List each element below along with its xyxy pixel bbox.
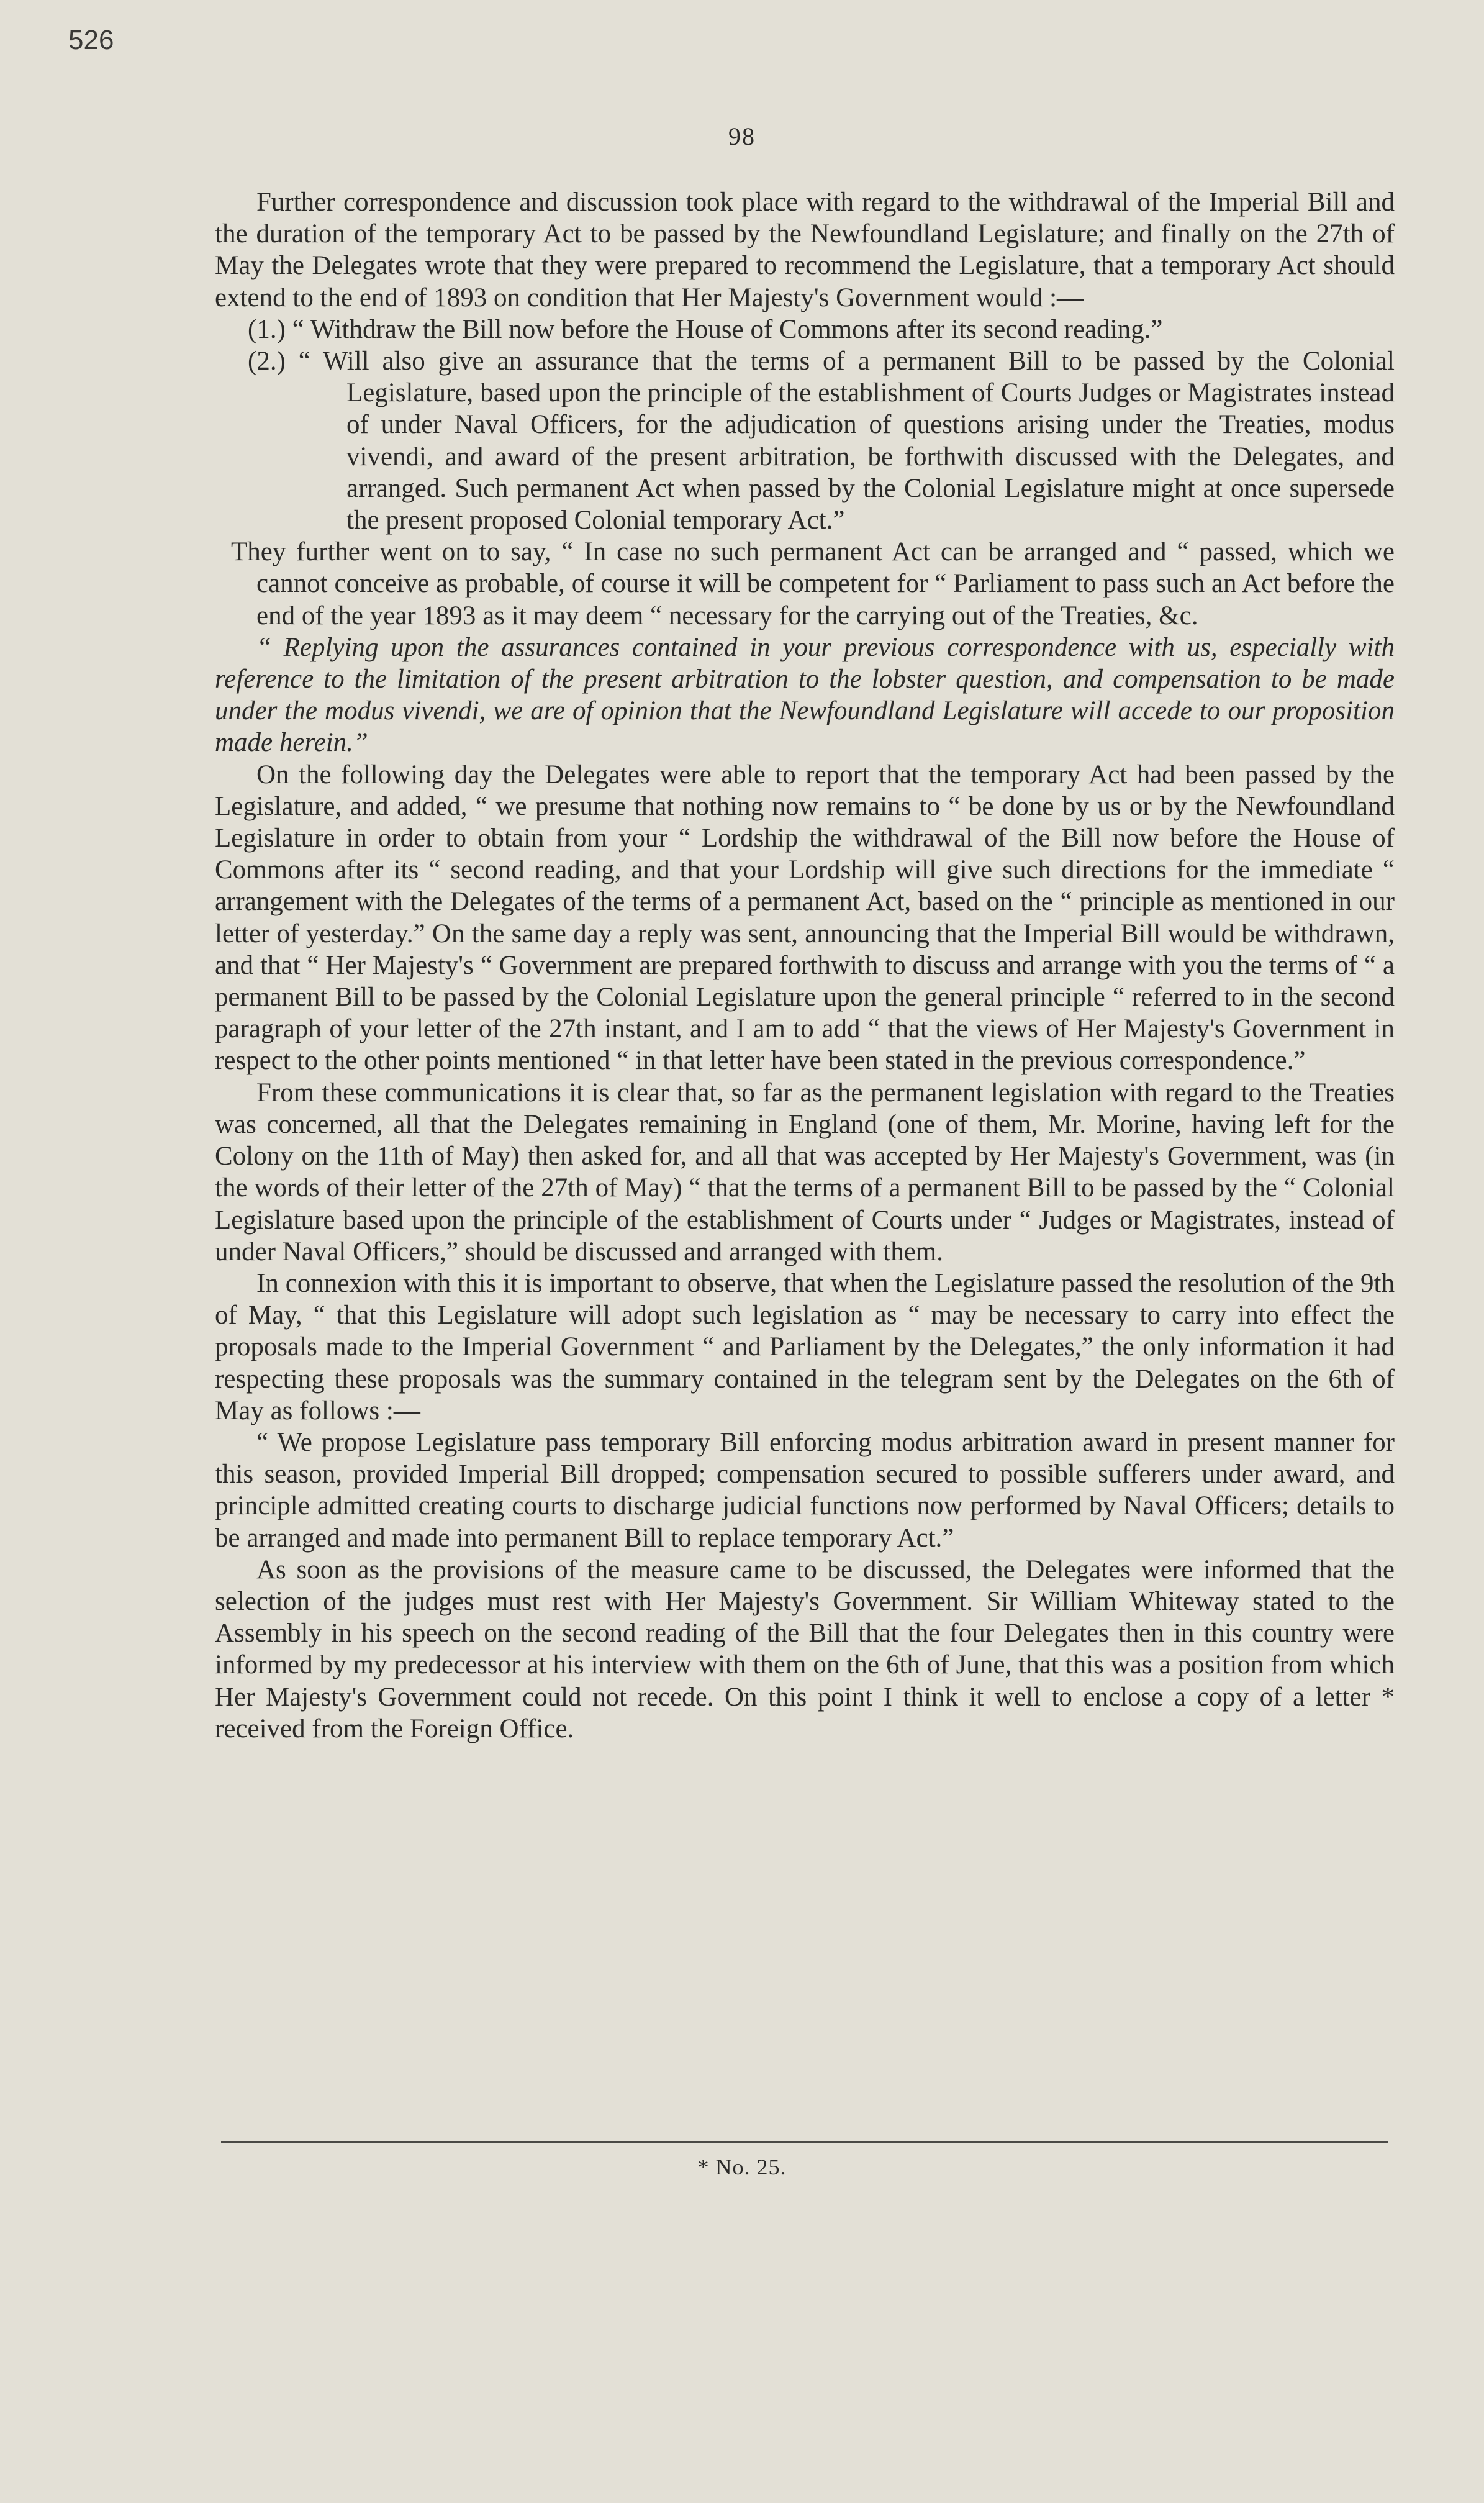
document-number: 98 bbox=[728, 122, 756, 150]
paragraph: Further correspondence and discussion took place with regard to the withdrawal of the Imperial Bill and the duration of the temporary Act to be passed by the Newfoundland Legislature; and finally on the 27th of May the Delegates wrote that they were prepared to recommend the Legislature, that a temporary Act should extend to the end of 1893 on condition that Her Majesty's Government would :— bbox=[215, 188, 1395, 312]
footnote: * No. 25. bbox=[697, 2155, 787, 2179]
list-item: (2.) “ Will also give an assurance that the terms of a permanent Bill to be passed by the Colonial Legislature, based upon the principle of the establishment of Courts Judges or Magistrates instead of under Naval Officers, for the adjudication of questions arising under the Treaties, modus vivendi, and award of the present arbitration, be forthwith discussed with the Delegates, and arranged. Such permanent Act when passed by the Colonial Legislature might at once supersede the present proposed Colonial temporary Act.” bbox=[248, 347, 1395, 535]
paragraph: As soon as the provisions of the measure came to be discussed, the Delegates were informed that the selection of the judges must rest with Her Majesty's Government. Sir William Whiteway stated to the Assembly in his speech on the second reading of the Bill that the four Delegates then in this country were informed by my predecessor at his interview with them on the 6th of June, that this was a position from which Her Majesty's Government could not recede. On this point I think it well to enclose a copy of a letter * received from the Foreign Office. bbox=[215, 1555, 1395, 1743]
paragraph: On the following day the Delegates were able to report that the temporary Act had been passed by the Legislature, and added, “ we presume that nothing now remains to “ be done by us or by the Newfoundland Legislature in order to obtain from your “ Lordship the withdrawal of the Bill now before the House of Commons after its “ second reading, and that your Lordship will give such directions for the immediate “ arrangement with the Delegates of the terms of a permanent Act, based on the “ principle as mentioned in our letter of yesterday.” On the same day a reply was sent, announcing that the Imperial Bill would be withdrawn, and that “ Her Majesty's “ Government are prepared forthwith to discuss and arrange with you the terms of “ a permanent Bill to be passed by the Colonial Legislature upon the general principle “ referred to in the second paragraph of your letter of the 27th instant, and I am to add “ that the views of Her Majesty's Government in respect to the other points mentioned “ in that letter have been stated in the previous correspondence.” bbox=[215, 760, 1395, 1076]
quoted-paragraph: “ Replying upon the assurances contained in your previous correspondence with us, especially with reference to the limitation of the present arbitration to the lobster question, and compensation to be made under the modus vivendi, we are of opinion that the Newfoundland Legislature will accede to our proposition made herein.” bbox=[215, 632, 1395, 758]
paragraph: From these communications it is clear that, so far as the permanent legislation with regard to the Treaties was concerned, all that the Delegates remaining in England (one of them, Mr. Morine, having left for the Colony on the 11th of May) then asked for, and all that was accepted by Her Majesty's Government, was (in the words of their letter of the 27th of May) “ that the terms of a permanent Bill to be passed by the “ Colonial Legislature based upon the principle of the establishment of Courts under “ Judges or Magistrates, instead of under Naval Officers,” should be discussed and arranged with them. bbox=[215, 1078, 1395, 1266]
quoted-paragraph: They further went on to say, “ In case no such permanent Act can be arranged and “ passed, which we cannot conceive as probable, of course it will be competent for “ Parliament to pass such an Act before the end of the year 1893 as it may deem “ necessary for the carrying out of the Treaties, &c. bbox=[231, 537, 1395, 630]
quoted-paragraph: “ We propose Legislature pass temporary Bill enforcing modus arbitration award in present manner for this season, provided Imperial Bill dropped; compensation secured to possible sufferers under award, and principle admitted creating courts to discharge judicial functions now performed by Naval Officers; details to be arranged and made into permanent Bill to replace temporary Act.” bbox=[215, 1427, 1395, 1553]
body-text bbox=[215, 186, 1395, 1745]
footnote-rule bbox=[221, 2141, 1388, 2143]
list-item: (1.) “ Withdraw the Bill now before the House of Commons after its second reading.” bbox=[248, 314, 1163, 344]
page-number: 526 bbox=[68, 25, 114, 55]
paragraph: In connexion with this it is important to observe, that when the Legislature passed the resolution of the 9th of May, “ that this Legislature will adopt such legislation as “ may be necessary to carry into effect the proposals made to the Imperial Government “ and Parliament by the Delegates,” the only information it had respecting these proposals was the summary contained in the telegram sent by the Delegates on the 6th of May as follows :— bbox=[215, 1268, 1395, 1425]
